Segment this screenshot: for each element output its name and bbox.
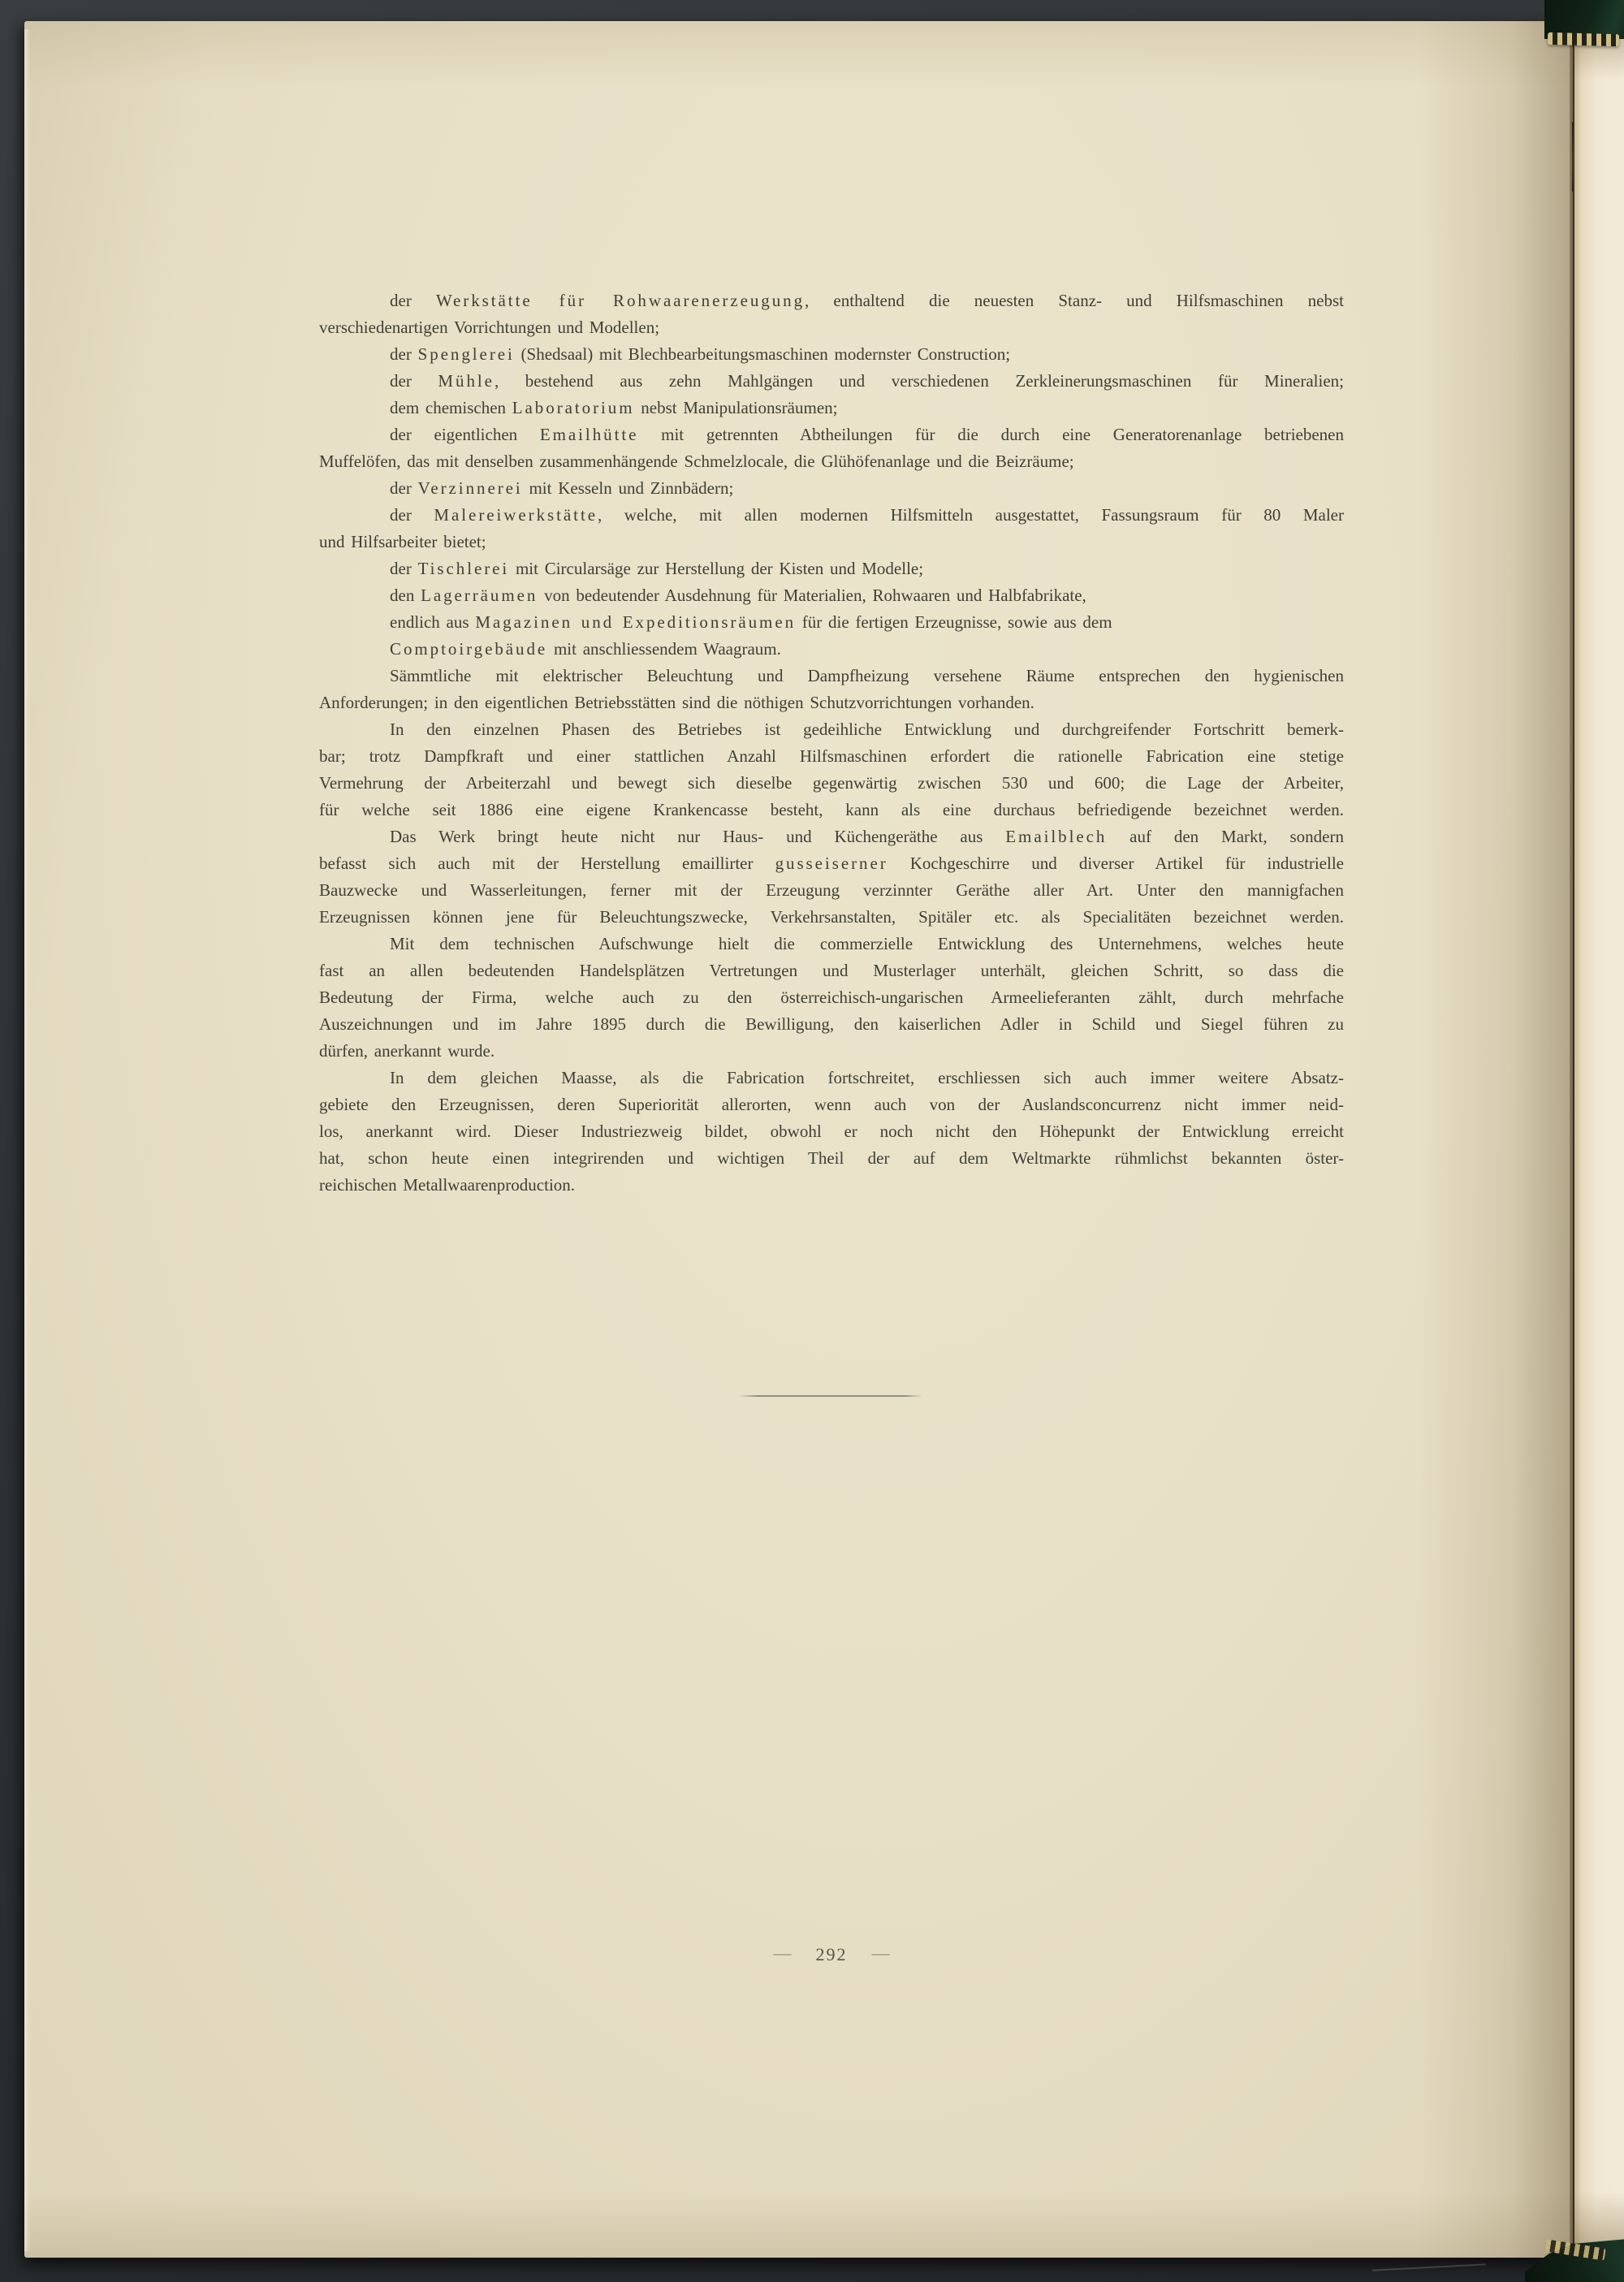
letterspaced-term: Verzinnerei (417, 478, 523, 498)
text-line: In dem gleichen Maasse, als die Fabrication fortschreitet, erschliessen sich auch immer weitere Absatz- (390, 1068, 1344, 1087)
text-line: für welche seit 1886 eine eigene Krankencasse besteht, kann als eine durchaus befriedigende bezeichnet werden. (319, 800, 1344, 819)
letterspaced-term: Lagerräumen (421, 586, 538, 605)
text-line: den Lagerräumen von bedeutender Ausdehnung für Materialien, Rohwaaren und Halbfabrikate, (390, 586, 1086, 605)
text-line: verschiedenartigen Vorrichtungen und Modellen; (319, 318, 660, 337)
text-line: reichischen Metallwaarenproduction. (319, 1175, 576, 1195)
text-line: Muffelöfen, das mit denselben zusammenhängende Schmelzlocale, die Glühöfenanlage und die Beizräume; (319, 452, 1074, 471)
text-line: dürfen, anerkannt wurde. (319, 1041, 495, 1061)
facing-page-edge (1574, 36, 1624, 2246)
text-line: der Tischlerei mit Circularsäge zur Herstellung der Kisten und Modelle; (390, 559, 924, 578)
text-line: Erzeugnissen können jene für Beleuchtungszwecke, Verkehrsanstalten, Spitäler etc. als Specialitäten bezeichnet werden. (319, 907, 1344, 927)
text-line: der Spenglerei (Shedsaal) mit Blechbearbeitungsmaschinen modernster Construction; (390, 344, 1011, 364)
text-line: In den einzelnen Phasen des Betriebes ist gedeihliche Entwicklung und durchgreifender Fortschritt bemerk- (390, 720, 1344, 739)
text-line: Das Werk bringt heute nicht nur Haus- und Küchengeräthe aus Emailblech auf den Markt, sondern (390, 827, 1344, 846)
text-line: befasst sich auch mit der Herstellung emaillirter gusseiserner Kochgeschirre und diverser Artikel für industrielle (319, 854, 1344, 873)
letterspaced-term: Werkstätte für Rohwaarenerzeugung (435, 291, 806, 310)
bookmark-string (1572, 122, 1574, 192)
text-line: der Malereiwerkstätte, welche, mit allen modernen Hilfsmitteln ausgestattet, Fassungsraum für 80 Maler (390, 505, 1344, 525)
letterspaced-term: Tischlerei (417, 559, 510, 578)
text-line: Anforderungen; in den eigentlichen Betriebsstätten sind die nöthigen Schutzvorrichtungen vorhanden. (319, 693, 1034, 712)
text-line: der eigentlichen Emailhütte mit getrennten Abtheilungen für die durch eine Generatorenanlage betriebenen (390, 425, 1344, 444)
letterspaced-term: Laboratorium (512, 398, 635, 417)
text-line: endlich aus Magazinen und Expeditionsräumen für die fertigen Erzeugnisse, sowie aus dem (390, 612, 1112, 632)
letterspaced-term: Emailblech (1005, 827, 1108, 846)
section-divider-rule (739, 1395, 922, 1397)
text-line: dem chemischen Laboratorium nebst Manipulationsräumen; (390, 398, 838, 417)
text-line: Comptoirgebäude mit anschliessendem Waagraum. (390, 639, 781, 659)
text-line: hat, schon heute einen integrirenden und wichtigen Theil der auf dem Weltmarkte rühmlichst bekannten öster- (319, 1148, 1344, 1168)
text-line: los, anerkannt wird. Dieser Industriezweig bildet, obwohl er noch nicht den Höhepunkt der Entwicklung erreicht (319, 1122, 1344, 1141)
text-line: der Verzinnerei mit Kesseln und Zinnbädern; (390, 478, 734, 498)
letterspaced-term: gusseiserner (775, 854, 888, 873)
headband-top (1548, 32, 1619, 46)
page-number-dash-right: — (871, 1943, 890, 1963)
page-number-dash-left: — (773, 1943, 792, 1963)
text-line: der Mühle, bestehend aus zehn Mahlgängen und verschiedenen Zerkleinerungsmaschinen für Mineralien; (390, 371, 1344, 391)
text-line: Bedeutung der Firma, welche auch zu den österreichisch-ungarischen Armeelieferanten zählt, durch mehrfache (319, 988, 1344, 1007)
text-line: fast an allen bedeutenden Handelsplätzen Vertretungen und Musterlager unterhält, gleichen Schritt, so dass die (319, 961, 1344, 980)
letterspaced-term: Malereiwerkstätte (434, 505, 598, 525)
text-line: gebiete den Erzeugnissen, deren Superiorität allerorten, wenn auch von der Auslandsconcurrenz nicht immer neid- (319, 1095, 1344, 1114)
letterspaced-term: Comptoirgebäude (390, 639, 548, 659)
letterspaced-term: Spenglerei (417, 344, 515, 364)
text-line: Sämmtliche mit elektrischer Beleuchtung und Dampfheizung versehene Räume entsprechen den hygienischen (390, 666, 1344, 685)
book-page (24, 21, 1573, 2258)
text-line: der Werkstätte für Rohwaarenerzeugung, enthaltend die neuesten Stanz- und Hilfsmaschinen nebst (390, 291, 1344, 310)
letterspaced-term: Magazinen und Expeditionsräumen (475, 612, 797, 632)
text-line: und Hilfsarbeiter bietet; (319, 532, 486, 551)
text-line: Bauzwecke und Wasserleitungen, ferner mit der Erzeugung verzinnter Geräthe aller Art. Unter den mannigfachen (319, 880, 1344, 900)
text-line: bar; trotz Dampfkraft und einer stattlichen Anzahl Hilfsmaschinen erfordert die rationelle Fabrication eine stetige (319, 746, 1344, 766)
text-line: Auszeichnungen und im Jahre 1895 durch die Bewilligung, den kaiserlichen Adler in Schild und Siegel führen zu (319, 1014, 1344, 1034)
letterspaced-term: Mühle (438, 371, 495, 391)
body-text (319, 287, 1344, 1199)
text-line: Vermehrung der Arbeiterzahl und bewegt sich dieselbe gegenwärtig zwischen 530 und 600; die Lage der Arbeiter, (319, 773, 1344, 793)
page-number (319, 1944, 1344, 1965)
text-line: Mit dem technischen Aufschwunge hielt die commerzielle Entwicklung des Unternehmens, welches heute (390, 934, 1344, 953)
scan-scratch-mark (1372, 2263, 1486, 2271)
letterspaced-term: Emailhütte (539, 425, 639, 444)
page-number-value: 292 (815, 1944, 848, 1964)
